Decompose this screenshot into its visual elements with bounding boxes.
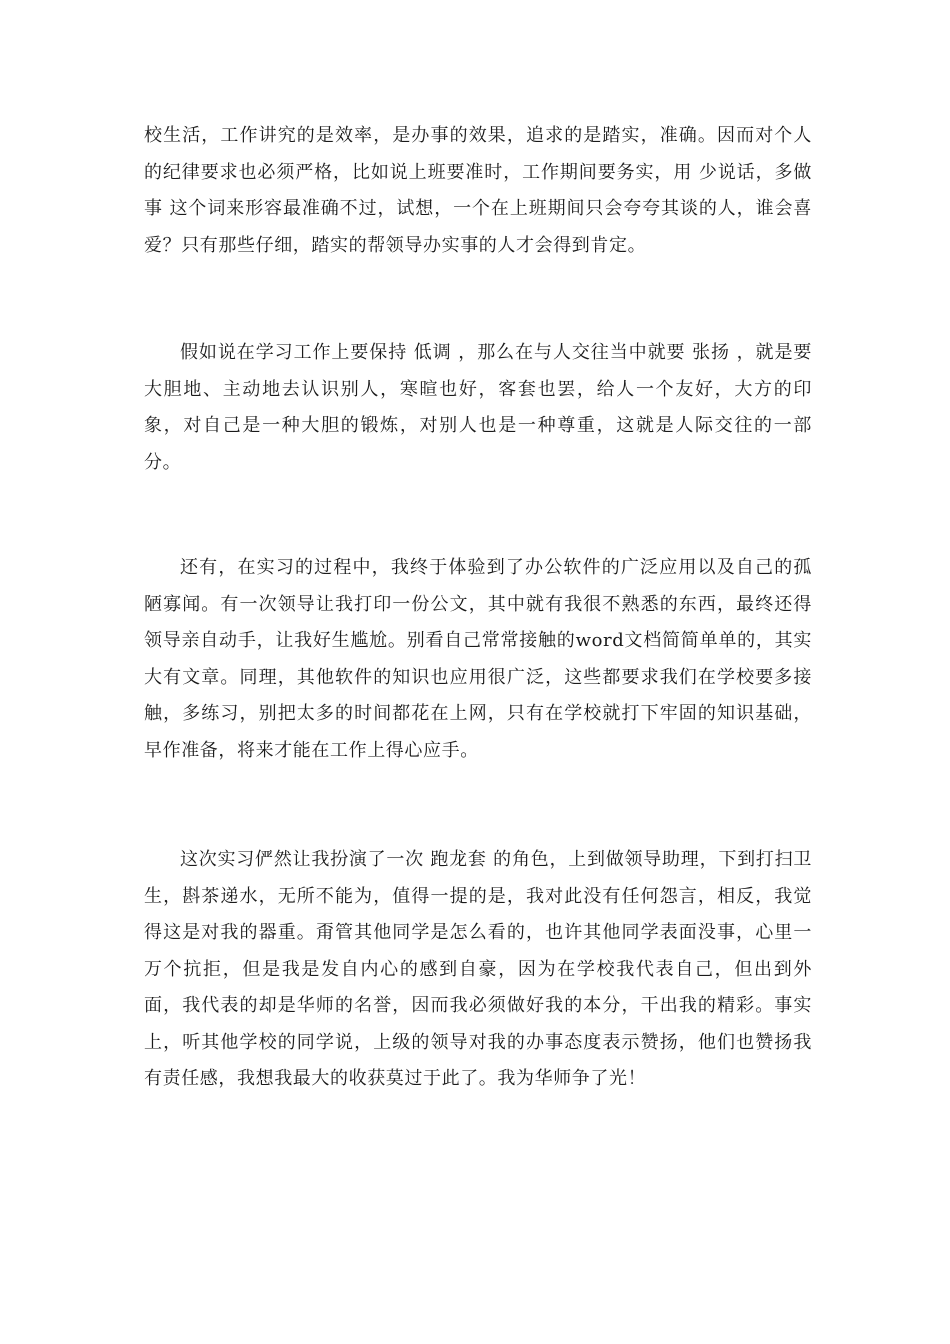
paragraph-continuation: 校生活，工作讲究的是效率，是办事的效果，追求的是踏实，准确。因而对个人的纪律要求也必须严格，比如说上班要准时，工作期间要务实，用 少说话，多做事 这个词来形容最准确不过，试想，一个在上班期间只会夸夸其谈的人，谁会喜爱？只有那些仔细，踏实的帮领导办实事的人才会得到肯定。 (144, 125, 812, 256)
paragraph-internship-role: 这次实习俨然让我扮演了一次 跑龙套 的角色，上到做领导助理，下到打扫卫生，斟茶递水，无所不能为，值得一提的是，我对此没有任何怨言，相反，我觉得这是对我的器重。甭管其他同学是怎么看的，也许其他同学表面没事，心里一万个抗拒，但是我是发自内心的感到自豪，因为在学校我代表自己，但出到外面，我代表的却是华师的名誉，因而我必须做好我的本分，干出我的精彩。事实上，听其他学校的同学说，上级的领导对我的办事态度表示赞扬，他们也赞扬我有责任感，我想我最大的收获莫过于此了。我为华师争了光！ (144, 849, 812, 1089)
paragraph-social-interaction: 假如说在学习工作上要保持 低调 ，那么在与人交往当中就要 张扬 ，就是要大胆地、主动地去认识别人，寒暄也好，客套也罢，给人一个友好，大方的印象，对自己是一种大胆的锻炼，对别人也是一种尊重，这就是人际交往的一部分。 (144, 342, 812, 473)
paragraph-office-software: 还有，在实习的过程中，我终于体验到了办公软件的广泛应用以及自己的孤陋寡闻。有一次领导让我打印一份公文，其中就有我很不熟悉的东西，最终还得领导亲自动手，让我好生尴尬。别看自己常常接触的word文档简简单单的，其实大有文章。同理，其他软件的知识也应用很广泛，这些都要求我们在学校要多接触，多练习，别把太多的时间都花在上网，只有在学校就打下牢固的知识基础，早作准备，将来才能在工作上得心应手。 (144, 557, 812, 761)
